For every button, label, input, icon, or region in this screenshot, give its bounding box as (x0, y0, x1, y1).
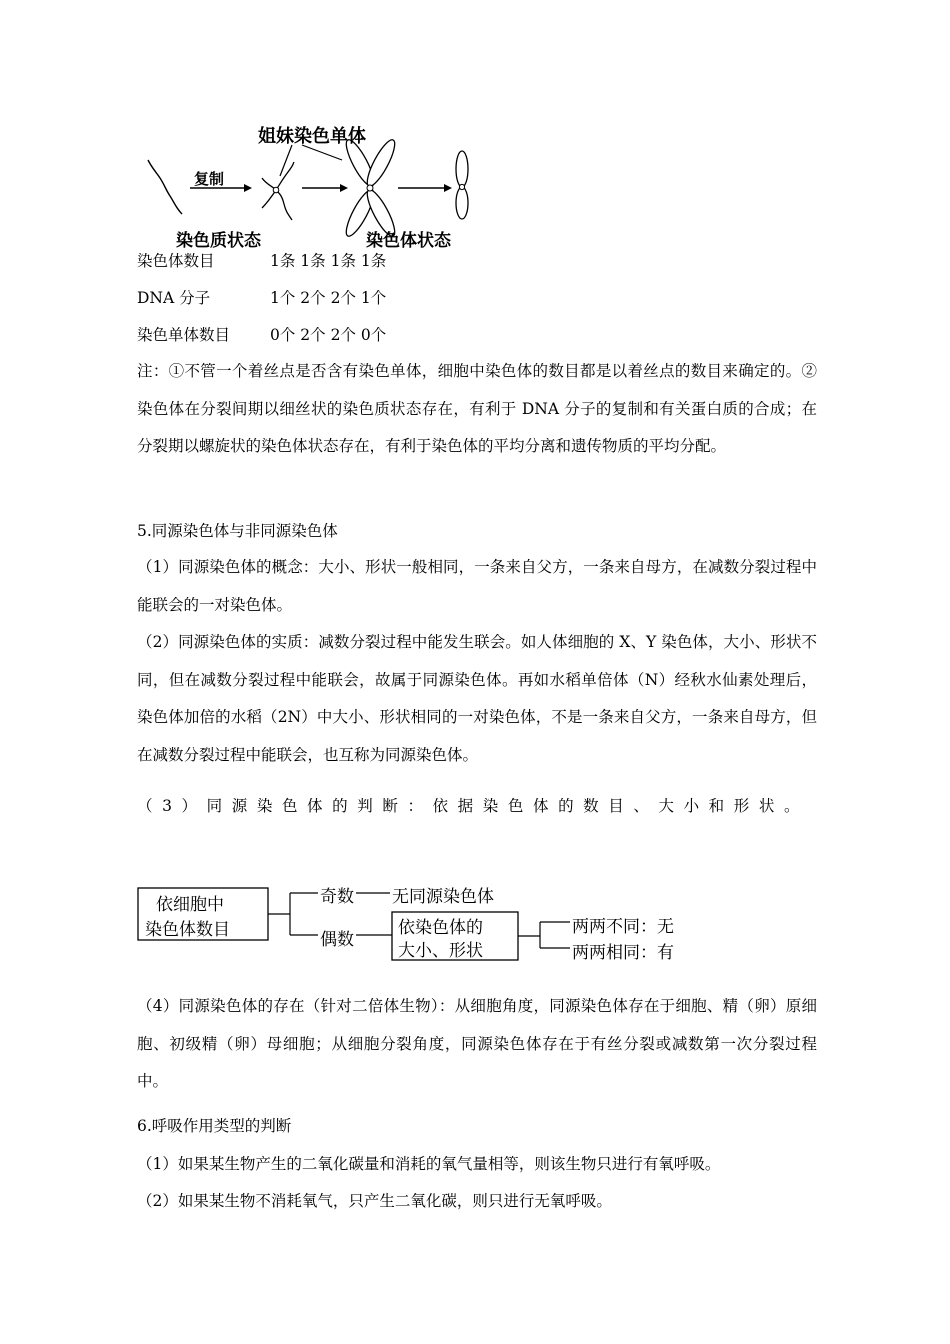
section-6-heading: 6.呼吸作用类型的判断 (137, 1117, 292, 1135)
section-5-p4: （4）同源染色体的存在（针对二倍体生物）：从细胞角度，同源染色体存在于细胞、精（卵）原细胞、初级精（卵）母细胞；从细胞分裂角度，同源染色体存在于有丝分裂或减数第一次分裂过程中。 (137, 997, 817, 1091)
chromatid-count-label: 染色单体数目 (137, 326, 231, 344)
odd-result: 无同源染色体 (392, 887, 494, 907)
box1-line2: 染色体数目 (145, 920, 230, 940)
box1-line1: 依细胞中 (156, 895, 224, 915)
box2-line2: 大小、形状 (398, 941, 483, 961)
chromatin-state-label: 染色质状态 (176, 231, 261, 251)
chromosome-diagram (0, 0, 950, 250)
section-5-p2: （2）同源染色体的实质：减数分裂过程中能发生联会。如人体细胞的 X、Y 染色体，大小、形状不同，但在减数分裂过程中能联会，故属于同源染色体。再如水稻单倍体（N）经秋水仙素处理后，染色体加倍的水稻（2N）中大小、形状相同的一对染色体，不是一条来自父方，一条来自母方，但在减数分裂过程中能联会，也互称为同源染色体。 (137, 633, 817, 764)
note-paragraph: 注：①不管一个着丝点是否含有染色单体，细胞中染色体的数目都是以着丝点的数目来确定的。②染色体在分裂间期以细丝状的染色质状态存在，有利于 DNA 分子的复制和有关蛋白质的合成；在分裂期以螺旋状的染色体状态存在，有利于染色体的平均分离和遗传物质的平均分配。 (137, 362, 817, 456)
section-6-p2: （2）如果某生物不消耗氧气，只产生二氧化碳，则只进行无氧呼吸。 (137, 1192, 612, 1210)
chromatin-strand (148, 160, 182, 214)
different-result: 两两不同：无 (572, 917, 674, 937)
chromatid-count-values: 0个 2个 2个 0个 (270, 326, 387, 344)
even-label: 偶数 (320, 930, 354, 950)
section-6-p1: （1）如果某生物产生的二氧化碳量和消耗的氧气量相等，则该生物只进行有氧呼吸。 (137, 1155, 721, 1173)
copy-label: 复制 (194, 170, 225, 188)
same-result: 两两相同：有 (572, 943, 674, 963)
chromosome-count-values: 1条 1条 1条 1条 (270, 252, 387, 270)
dna-count-label: DNA 分子 (137, 289, 211, 307)
chromosome-count-label: 染色体数目 (137, 252, 215, 270)
dna-count-values: 1个 2个 2个 1个 (270, 289, 387, 307)
section-5-p1: （1）同源染色体的概念：大小、形状一般相同，一条来自父方，一条来自母方，在减数分裂过程中能联会的一对染色体。 (137, 558, 817, 614)
section-5-heading: 5.同源染色体与非同源染色体 (137, 522, 338, 540)
odd-label: 奇数 (320, 887, 354, 907)
chromosome-state-label: 染色体状态 (366, 231, 451, 251)
box2-line1: 依染色体的 (398, 918, 483, 938)
sister-chromatid-label: 姐妹染色单体 (258, 126, 366, 147)
section-5-p3: （3）同源染色体的判断：依据染色体的数目、大小和形状。 (137, 797, 810, 815)
